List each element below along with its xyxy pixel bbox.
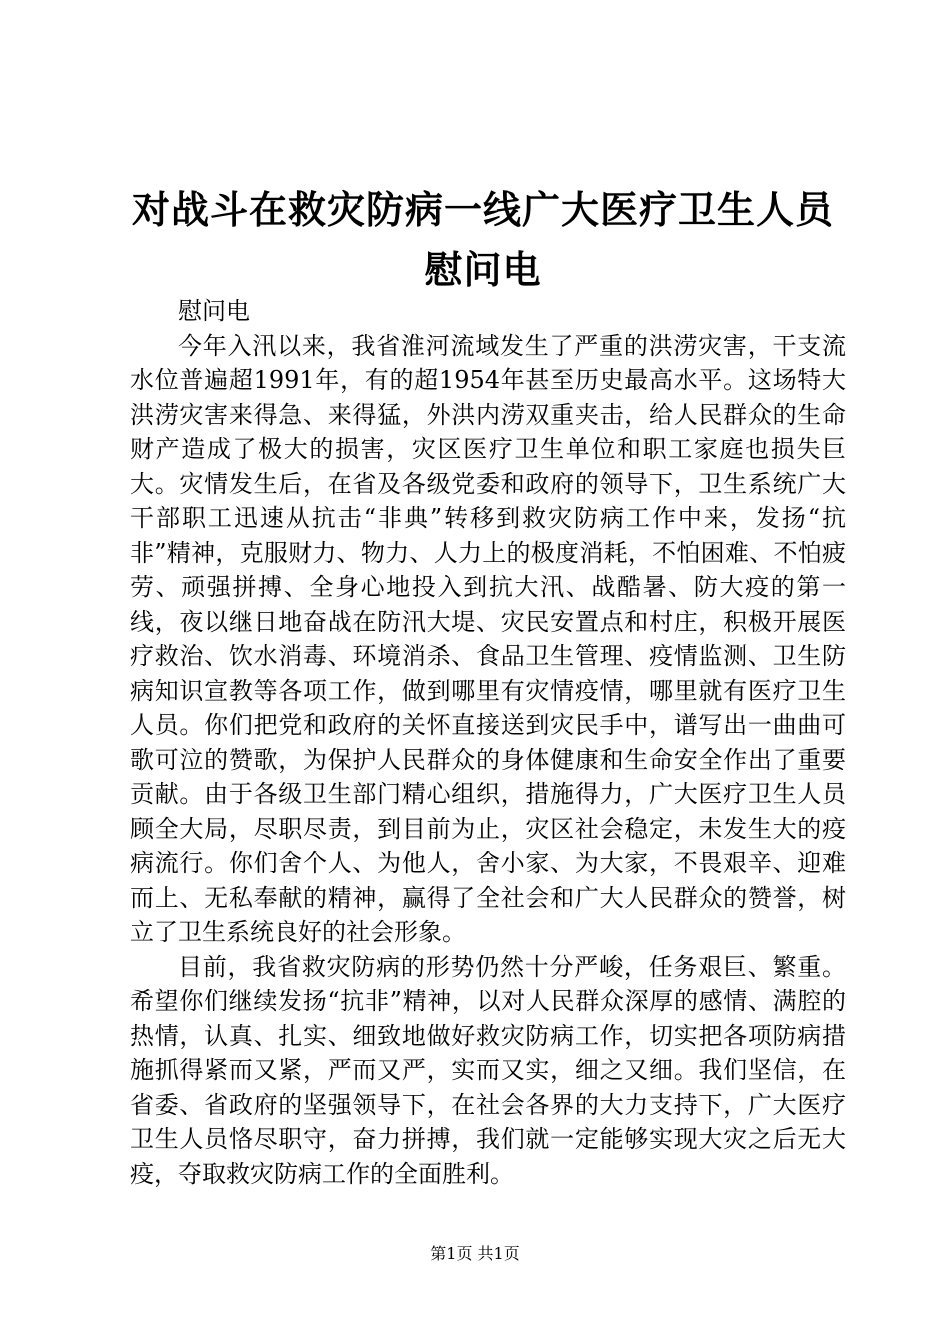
body-paragraph: 目前，我省救灾防病的形势仍然十分严峻，任务艰巨、繁重。希望你们继续发扬“抗非”精神，以对人民群众深厚的感情、满腔的热情，认真、扎实、细致地做好救灾防病工作，切实把各项防病措施抓得紧而又紧，严而又严，实而又实，细之又细。我们坚信，在省委、省政府的坚强领导下，在社会各界的大力支持下，广大医疗卫生人员恪尽职守，奋力拼搏，我们就一定能够实现大灾之后无大疫，夺取救灾防病工作的全面胜利。 [130,952,846,1188]
body-paragraph: 今年入汛以来，我省淮河流域发生了严重的洪涝灾害，干支流水位普遍超1991年，有的超1954年甚至历史最高水平。这场特大洪涝灾害来得急、来得猛，外洪内涝双重夹击，给人民群众的生命财产造成了极大的损害，灾区医疗卫生单位和职工家庭也损失巨大。灾情发生后，在省及各级党委和政府的领导下，卫生系统广大干部职工迅速从抗击“非典”转移到救灾防病工作中来，发扬“抗非”精神，克服财力、物力、人力上的极度消耗，不怕困难、不怕疲劳、顽强拼搏、全身心地投入到抗大汛、战酷暑、防大疫的第一线，夜以继日地奋战在防汛大堤、灾民安置点和村庄，积极开展医疗救治、饮水消毒、环境消杀、食品卫生管理、疫情监测、卫生防病知识宣教等各项工作，做到哪里有灾情疫情，哪里就有医疗卫生人员。你们把党和政府的关怀直接送到灾民手中，谱写出一曲曲可歌可泣的赞歌，为保护人民群众的身体健康和生命安全作出了重要贡献。由于各级卫生部门精心组织，措施得力，广大医疗卫生人员顾全大局，尽职尽责，到目前为止，灾区社会稳定，未发生大的疫病流行。你们舍个人、为他人，舍小家、为大家，不畏艰辛、迎难而上、无私奉献的精神，赢得了全社会和广大人民群众的赞誉，树立了卫生系统良好的社会形象。 [130,331,846,946]
document-title: 对战斗在救灾防病一线广大医疗卫生人员慰问电 [131,187,834,292]
page-number-footer: 第1页 共1页 [430,1244,520,1263]
salutation-heading: 慰问电 [178,297,250,325]
document-body [130,294,846,1191]
